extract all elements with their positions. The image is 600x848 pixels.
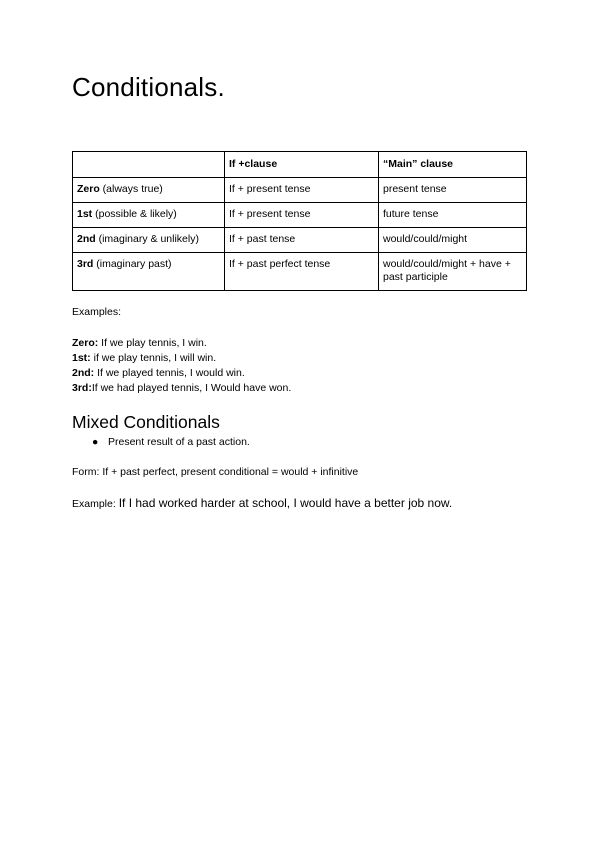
mixed-example-label: Example:: [72, 498, 119, 510]
type-name: 3rd: [77, 258, 94, 270]
bullet-icon: ●: [92, 436, 99, 448]
form-line: Form: If + past perfect, present conditional = would + infinitive: [72, 466, 359, 478]
example-key: Zero:: [72, 337, 99, 349]
type-name: Zero: [77, 183, 100, 195]
example-line: [72, 336, 291, 351]
example-text: If we had played tennis, I Would have won.: [91, 382, 292, 394]
if-clause-cell: If + present tense: [225, 203, 379, 228]
table-header-row: [73, 152, 527, 178]
type-cell: [73, 253, 225, 291]
type-name: 1st: [77, 208, 93, 220]
example-text: If we play tennis, I win.: [98, 337, 207, 349]
example-line: [72, 381, 291, 396]
if-clause-cell: If + past perfect tense: [225, 253, 379, 291]
example-line: [72, 366, 291, 381]
main-clause-cell: would/could/might + have + past participle: [379, 253, 527, 291]
bullet-text: Present result of a past action.: [108, 436, 250, 448]
mixed-example-line: [72, 496, 452, 510]
main-clause-cell: future tense: [379, 203, 527, 228]
examples-list: [72, 336, 291, 396]
examples-label: Examples:: [72, 306, 122, 318]
example-text: if we play tennis, I will win.: [90, 352, 217, 364]
type-name: 2nd: [77, 233, 96, 245]
main-clause-cell: would/could/might: [379, 228, 527, 253]
example-key: 3rd:: [72, 382, 92, 394]
type-cell: [73, 203, 225, 228]
type-desc: (imaginary & unlikely): [95, 233, 199, 245]
page-title: Conditionals.: [72, 72, 225, 102]
example-text: If we played tennis, I would win.: [94, 367, 245, 379]
example-key: 2nd:: [72, 367, 95, 379]
example-key: 1st:: [72, 352, 91, 364]
mixed-example-text: If I had worked harder at school, I would have a better job now.: [118, 496, 453, 510]
table-row: [73, 253, 527, 291]
main-clause-cell: present tense: [379, 178, 527, 203]
header-cell-main-clause: “Main” clause: [379, 152, 527, 178]
type-desc: (possible & likely): [92, 208, 177, 220]
header-cell-type: [73, 152, 225, 178]
mixed-conditionals-heading: Mixed Conditionals: [72, 412, 220, 432]
table-row: [73, 178, 527, 203]
conditionals-table: [72, 151, 527, 291]
table-row: [73, 203, 527, 228]
type-cell: [73, 228, 225, 253]
type-desc: (always true): [99, 183, 163, 195]
type-cell: [73, 178, 225, 203]
bullet-item: [92, 436, 250, 448]
table-row: [73, 228, 527, 253]
example-line: [72, 351, 291, 366]
type-desc: (imaginary past): [93, 258, 172, 270]
if-clause-cell: If + present tense: [225, 178, 379, 203]
header-cell-if-clause: If +clause: [225, 152, 379, 178]
if-clause-cell: If + past tense: [225, 228, 379, 253]
